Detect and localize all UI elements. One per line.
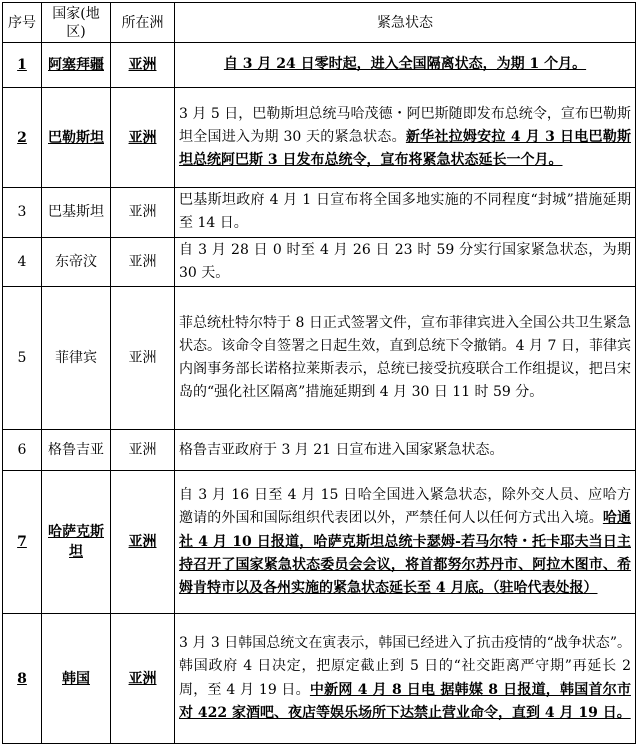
table-row (3, 614, 636, 744)
row-status: 自 3 月 28 日 0 时至 4 月 26 日 23 时 59 分实行国家紧急状态，为期 30 天。 (175, 237, 636, 287)
row-country: 东帝汶 (42, 237, 111, 287)
row-country: 韩国 (42, 614, 111, 744)
row-no: 3 (3, 188, 42, 238)
row-continent: 亚洲 (111, 614, 175, 744)
header-no: 序号 (3, 3, 42, 43)
row-continent: 亚洲 (111, 88, 175, 188)
table-row (3, 471, 636, 614)
row-continent: 亚洲 (111, 43, 175, 88)
row-continent: 亚洲 (111, 430, 175, 471)
row-status: 自 3 月 24 日零时起，进入全国隔离状态，为期 1 个月。 (175, 43, 636, 88)
row-country: 菲律宾 (42, 287, 111, 430)
table-header-row (3, 3, 636, 43)
row-no: 6 (3, 430, 42, 471)
row-country: 哈萨克斯坦 (42, 471, 111, 614)
row-status: 3 月 5 日，巴勒斯坦总统马哈茂德・阿巴斯随即发布总统令，宣布巴勒斯坦全国进入为期 30 天的紧急状态。新华社拉姆安拉 4 月 3 日电巴勒斯坦总统阿巴斯 3 日发布总统令，宣布将紧急状态延长一个月。 (175, 88, 636, 188)
row-continent: 亚洲 (111, 237, 175, 287)
table-row (3, 88, 636, 188)
row-continent: 亚洲 (111, 188, 175, 238)
row-no: 1 (3, 43, 42, 88)
row-status: 格鲁吉亚政府于 3 月 21 日宣布进入国家紧急状态。 (175, 430, 636, 471)
row-country: 格鲁吉亚 (42, 430, 111, 471)
row-country: 巴勒斯坦 (42, 88, 111, 188)
row-status: 3 月 3 日韩国总统文在寅表示，韩国已经进入了抗击疫情的“战争状态”。 韩国政府 4 日决定，把原定截止到 5 日的“社交距离严守期”再延长 2 周，至 4 月 19 日。中新网 4 月 8 日电 据韩媒 8 日报道，韩国首尔市对 422 家酒吧、夜店等娱乐场所下达禁止营业命令，直到 4 月 19 日。 (175, 614, 636, 744)
header-country: 国家(地区) (42, 3, 111, 43)
table-row (3, 188, 636, 238)
emergency-status-table (2, 2, 636, 744)
row-no: 2 (3, 88, 42, 188)
table-row (3, 43, 636, 88)
row-no: 8 (3, 614, 42, 744)
row-no: 4 (3, 237, 42, 287)
row-country: 阿塞拜疆 (42, 43, 111, 88)
header-continent: 所在洲 (111, 3, 175, 43)
row-no: 5 (3, 287, 42, 430)
row-no: 7 (3, 471, 42, 614)
table-row (3, 287, 636, 430)
table-row (3, 237, 636, 287)
row-status: 菲总统杜特尔特于 8 日正式签署文件，宣布菲律宾进入全国公共卫生紧急状态。该命令自签署之日起生效，直到总统下令撤销。4 月 7 日，菲律宾内阁事务部长诺格拉莱斯表示，总统已接受抗疫联合工作组提议，把吕宋岛的“强化社区隔离”措施延期到 4 月 30 日 11 时 59 分。 (175, 287, 636, 430)
row-continent: 亚洲 (111, 287, 175, 430)
header-status: 紧急状态 (175, 3, 636, 43)
row-continent: 亚洲 (111, 471, 175, 614)
row-status: 巴基斯坦政府 4 月 1 日宣布将全国多地实施的不同程度“封城”措施延期至 14 日。 (175, 188, 636, 238)
row-country: 巴基斯坦 (42, 188, 111, 238)
table-row (3, 430, 636, 471)
row-status: 自 3 月 16 日至 4 月 15 日哈全国进入紧急状态，除外交人员、应哈方邀请的外国和国际组织代表团以外，严禁任何人以任何方式出入境。哈通社 4 月 10 日报道，哈萨克斯坦总统卡瑟姆-若马尔特・托卡耶夫当日主持召开了国家紧急状态委员会会议，将首都努尔苏丹市、阿拉木图市、希姆肯特市以及各州实施的紧急状态延长至 4 月底。（驻哈代表处报） (175, 471, 636, 614)
